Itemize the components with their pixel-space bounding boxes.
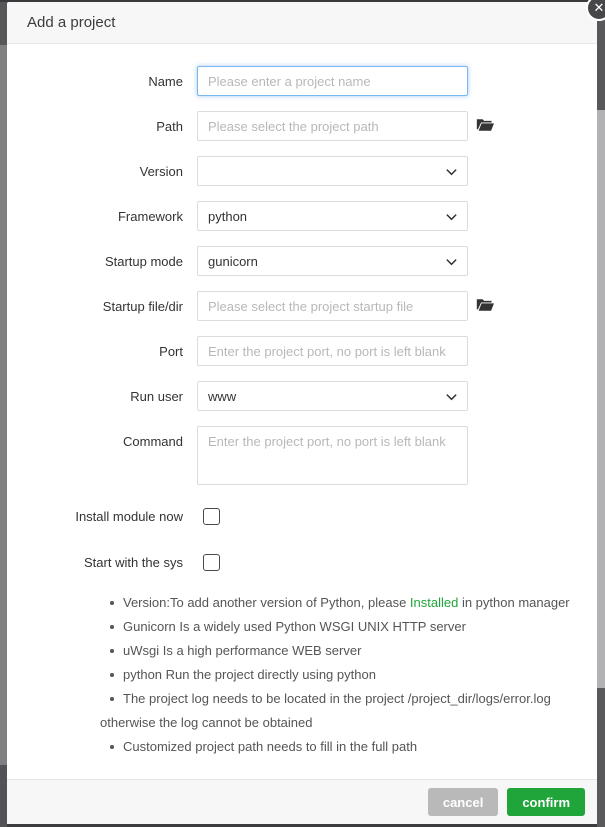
form-row-path — [7, 111, 597, 141]
run-user-select-value: www — [208, 388, 237, 404]
note-python-text: python Run the project directly using python — [123, 667, 376, 682]
form-row-run-user — [7, 381, 597, 411]
framework-select[interactable] — [197, 201, 468, 231]
version-label: Version — [139, 163, 183, 179]
name-input[interactable] — [197, 66, 468, 96]
note-version-text-2: in python manager — [458, 595, 570, 610]
dialog-header — [7, 2, 597, 44]
note-python — [110, 667, 376, 682]
dialog-title: Add a project — [27, 14, 116, 31]
note-project-log-text: The project log needs to be located in the project /project_dir/logs/error.log — [123, 691, 551, 706]
installed-link[interactable]: Installed — [409, 595, 459, 610]
form-row-start-with-sys — [7, 554, 597, 571]
background-right-sliver — [597, 0, 605, 827]
folder-open-icon[interactable] — [476, 297, 494, 313]
startup-file-input[interactable] — [197, 291, 468, 321]
chevron-down-icon — [445, 255, 458, 268]
bullet-icon — [110, 745, 114, 749]
note-custom-path — [110, 739, 417, 754]
chevron-down-icon — [445, 390, 458, 403]
note-project-log-wrap-text: otherwise the log cannot be obtained — [100, 715, 313, 730]
form-row-port — [7, 336, 597, 366]
path-input[interactable] — [197, 111, 468, 141]
form-row-version — [7, 156, 597, 186]
note-uwsgi-text: uWsgi Is a high performance WEB server — [123, 643, 362, 658]
note-gunicorn — [110, 619, 466, 634]
bullet-icon — [110, 625, 114, 629]
start-with-sys-checkbox[interactable] — [203, 554, 220, 571]
run-user-select[interactable] — [197, 381, 468, 411]
bullet-icon — [110, 649, 114, 653]
start-with-sys-label: Start with the sys — [84, 555, 183, 570]
install-module-checkbox[interactable] — [203, 508, 220, 525]
version-select[interactable] — [197, 156, 468, 186]
framework-select-value: python — [208, 208, 248, 224]
form-row-install-module — [7, 508, 597, 525]
note-version-text: Version:To add another version of Python, please — [123, 595, 410, 610]
form-row-startup-file — [7, 291, 597, 321]
add-project-dialog — [7, 0, 605, 824]
chevron-down-icon — [445, 165, 458, 178]
note-project-log-wrap — [100, 715, 313, 730]
startup-mode-select-value: gunicorn — [208, 253, 258, 269]
form-row-framework — [7, 201, 597, 231]
note-uwsgi — [110, 643, 361, 658]
name-label: Name — [148, 73, 183, 89]
close-icon[interactable]: ✕ — [586, 0, 605, 21]
bullet-icon — [110, 601, 114, 605]
framework-label: Framework — [117, 208, 183, 224]
bullet-icon — [110, 673, 114, 677]
bullet-icon — [110, 697, 114, 701]
startup-file-label: Startup file/dir — [102, 298, 183, 314]
background-left-sliver — [0, 0, 7, 827]
form-row-startup-mode — [7, 246, 597, 276]
command-label: Command — [123, 433, 183, 449]
note-custom-path-text: Customized project path needs to fill in the full path — [123, 739, 418, 754]
folder-open-icon[interactable] — [476, 117, 494, 133]
run-user-label: Run user — [130, 388, 183, 404]
chevron-down-icon — [445, 210, 458, 223]
command-textarea[interactable] — [197, 426, 468, 485]
cancel-button[interactable]: cancel — [428, 788, 498, 816]
note-version — [110, 595, 570, 610]
path-label: Path — [156, 118, 183, 134]
startup-mode-label: Startup mode — [104, 253, 183, 269]
startup-mode-select[interactable] — [197, 246, 468, 276]
add-project-form — [7, 44, 597, 779]
install-module-label: Install module now — [75, 509, 183, 524]
form-row-command — [7, 426, 597, 485]
note-project-log — [110, 691, 551, 706]
note-gunicorn-text: Gunicorn Is a widely used Python WSGI UNIX HTTP server — [123, 619, 466, 634]
form-row-name — [7, 66, 597, 96]
port-input[interactable] — [197, 336, 468, 366]
confirm-button[interactable]: confirm — [507, 788, 585, 816]
port-label: Port — [159, 343, 183, 359]
dialog-footer — [7, 779, 597, 824]
